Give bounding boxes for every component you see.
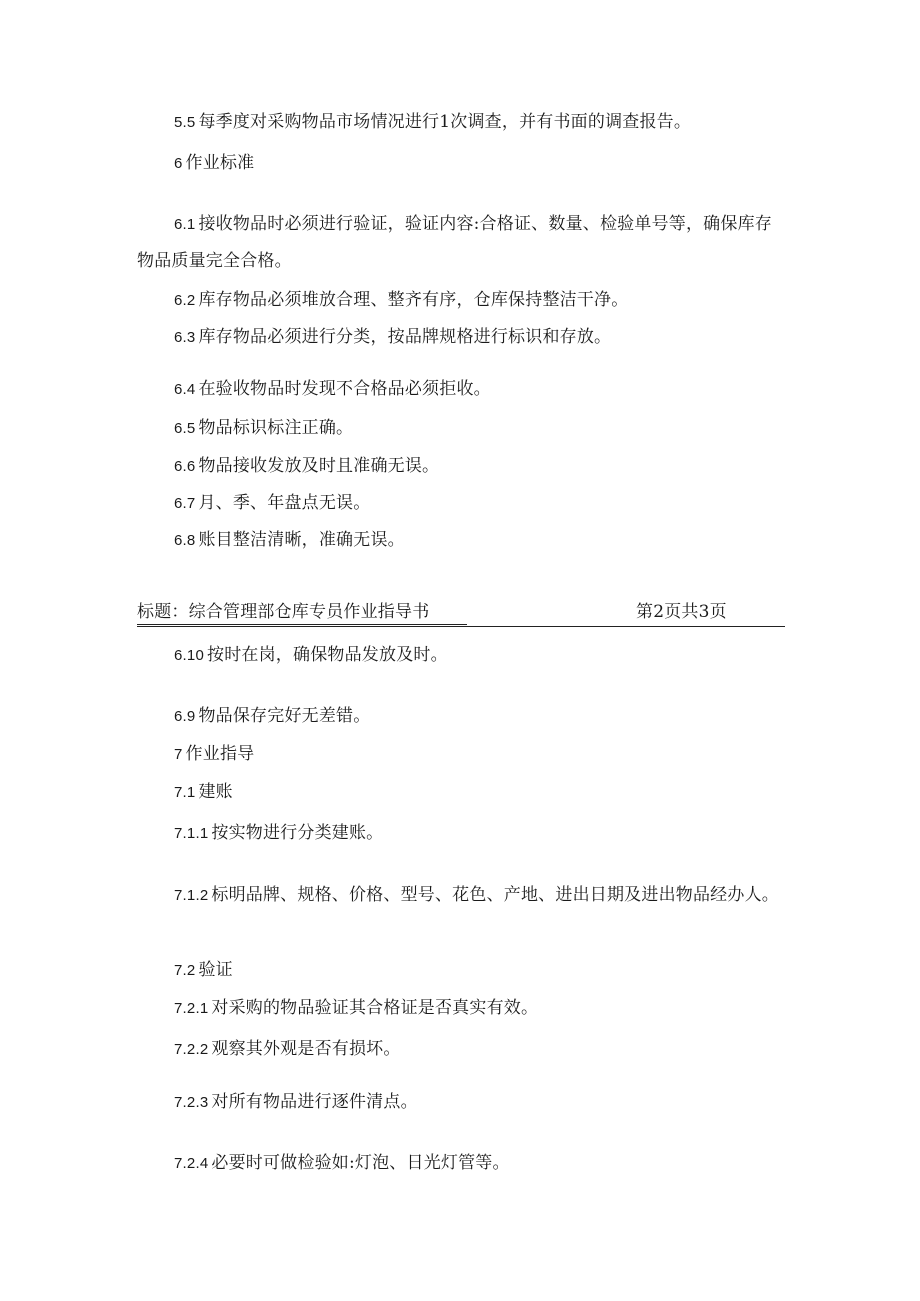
section-text: 验证 bbox=[198, 960, 233, 980]
section-text: 作业指导 bbox=[185, 744, 255, 764]
section-7-heading bbox=[174, 742, 254, 767]
section-text: 作业标准 bbox=[185, 153, 255, 173]
section-number: 6.1 bbox=[174, 216, 196, 233]
section-6-6 bbox=[174, 454, 439, 479]
section-number: 7.1 bbox=[174, 784, 196, 801]
section-7-2-3 bbox=[174, 1090, 418, 1115]
section-6-2 bbox=[174, 288, 628, 313]
section-text: 在验收物品时发现不合格品必须拒收。 bbox=[198, 379, 491, 399]
section-7-1-1 bbox=[174, 821, 383, 846]
section-number: 6.5 bbox=[174, 420, 196, 437]
section-6-heading bbox=[174, 151, 254, 176]
section-number: 7.2.2 bbox=[174, 1041, 209, 1058]
section-number: 7.1.2 bbox=[174, 887, 209, 904]
section-number: 7.2.4 bbox=[174, 1155, 209, 1172]
section-number: 6.4 bbox=[174, 381, 196, 398]
section-5-5 bbox=[174, 110, 691, 135]
section-text: 库存物品必须进行分类，按品牌规格进行标识和存放。 bbox=[198, 327, 612, 347]
section-number: 6 bbox=[174, 155, 183, 172]
section-text: 按时在岗，确保物品发放及时。 bbox=[207, 645, 448, 665]
header-title-underline bbox=[137, 624, 467, 625]
header-title: 标题：综合管理部仓库专员作业指导书 bbox=[137, 602, 430, 622]
section-number: 6.10 bbox=[174, 647, 204, 664]
section-number: 6.2 bbox=[174, 292, 196, 309]
section-text: 对所有物品进行逐件清点。 bbox=[211, 1092, 418, 1112]
section-text: 按实物进行分类建账。 bbox=[211, 823, 384, 843]
section-7-1 bbox=[174, 780, 233, 805]
section-number: 7 bbox=[174, 746, 183, 763]
section-6-9 bbox=[174, 704, 370, 729]
section-text: 物品标识标注正确。 bbox=[198, 418, 354, 438]
section-number: 6.3 bbox=[174, 329, 196, 346]
section-number: 6.8 bbox=[174, 532, 196, 549]
section-text: 账目整洁清晰，准确无误。 bbox=[198, 530, 405, 550]
section-text: 观察其外观是否有损坏。 bbox=[211, 1039, 401, 1059]
section-text: 建账 bbox=[198, 782, 233, 802]
section-text: 必要时可做检验如:灯泡、日光灯管等。 bbox=[211, 1153, 510, 1173]
section-number: 7.1.1 bbox=[174, 825, 209, 842]
header-page-info: 第2页共3页 bbox=[636, 602, 727, 622]
section-text: 接收物品时必须进行验证，验证内容:合格证、数量、检验单号等，确保库存物品质量完全合格。 bbox=[137, 214, 772, 271]
section-number: 7.2.3 bbox=[174, 1094, 209, 1111]
section-6-4 bbox=[174, 377, 491, 402]
section-7-1-2 bbox=[137, 877, 789, 914]
section-7-2-1 bbox=[174, 996, 538, 1021]
section-number: 6.6 bbox=[174, 458, 196, 475]
section-number: 5.5 bbox=[174, 114, 196, 131]
section-text: 标明品牌、规格、价格、型号、花色、产地、进出日期及进出物品经办人。 bbox=[211, 885, 779, 905]
section-7-2 bbox=[174, 958, 233, 983]
section-number: 7.2 bbox=[174, 962, 196, 979]
section-6-10 bbox=[174, 643, 448, 668]
section-text: 每季度对采购物品市场情况进行1次调查，并有书面的调查报告。 bbox=[198, 112, 692, 132]
section-text: 对采购的物品验证其合格证是否真实有效。 bbox=[211, 998, 539, 1018]
section-6-5 bbox=[174, 416, 353, 441]
section-text: 物品接收发放及时且准确无误。 bbox=[198, 456, 440, 476]
section-text: 月、季、年盘点无误。 bbox=[198, 493, 371, 513]
section-text: 库存物品必须堆放合理、整齐有序，仓库保持整洁干净。 bbox=[198, 290, 629, 310]
section-number: 6.9 bbox=[174, 708, 196, 725]
page-header bbox=[137, 598, 785, 627]
section-7-2-4 bbox=[174, 1151, 510, 1176]
section-6-8 bbox=[174, 528, 405, 553]
section-6-7 bbox=[174, 491, 370, 516]
section-6-3 bbox=[174, 325, 611, 350]
section-text: 物品保存完好无差错。 bbox=[198, 706, 371, 726]
section-6-1 bbox=[137, 206, 789, 279]
section-7-2-2 bbox=[174, 1037, 401, 1062]
section-number: 7.2.1 bbox=[174, 1000, 209, 1017]
section-number: 6.7 bbox=[174, 495, 196, 512]
